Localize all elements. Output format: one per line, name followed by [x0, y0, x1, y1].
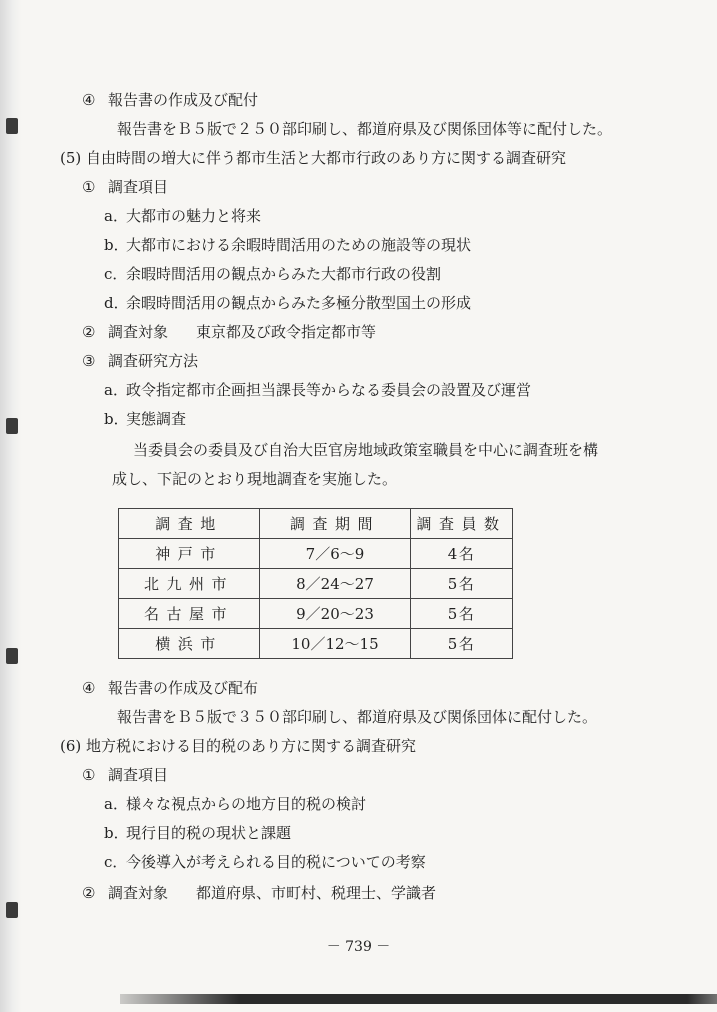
list-text: 実態調査	[126, 410, 187, 428]
list-text: 大都市の魅力と将来	[126, 207, 262, 225]
list-item	[104, 823, 291, 843]
column-header: 調査地	[119, 509, 260, 539]
subheading-text: 調査対象	[108, 323, 169, 341]
table-cell-location: 名古屋市	[119, 599, 260, 629]
column-header: 調査期間	[260, 509, 411, 539]
subheading-text: 調査項目	[108, 178, 169, 196]
heading-report-distribution	[82, 90, 258, 110]
table-header-row	[119, 509, 513, 539]
subheading-text: 調査研究方法	[108, 352, 199, 370]
paragraph: 当委員会の委員及び自治大臣官房地域政策室職員を中心に調査班を構	[133, 441, 599, 459]
heading-text: 報告書の作成及び配布	[108, 679, 259, 697]
item-marker: ③	[82, 352, 96, 370]
table-row	[119, 599, 513, 629]
list-marker: b．	[104, 410, 129, 428]
item-marker: ①	[82, 178, 96, 196]
section-marker: (5)	[60, 149, 82, 167]
section-title: 自由時間の増大に伴う都市生活と大都市行政のあり方に関する調査研究	[86, 149, 567, 167]
item-marker: ②	[82, 884, 96, 902]
list-item	[104, 235, 471, 255]
binding-mark	[6, 118, 18, 134]
paragraph: 報告書をＢ５版で３５０部印刷し、都道府県及び関係団体に配付した。	[117, 708, 598, 726]
list-marker: a．	[104, 207, 128, 225]
list-marker: a．	[104, 795, 128, 813]
subheading-survey-items	[82, 765, 168, 785]
table-row	[119, 539, 513, 569]
binding-mark	[6, 648, 18, 664]
paragraph: 成し、下記のとおり現地調査を実施した。	[112, 470, 398, 488]
list-item	[104, 206, 261, 226]
target-value: 東京都及び政令指定都市等	[196, 323, 377, 341]
item-marker: ②	[82, 323, 96, 341]
list-marker: c．	[104, 265, 128, 283]
binding-mark	[6, 902, 18, 918]
list-text: 今後導入が考えられる目的税についての考察	[126, 853, 426, 871]
section-marker: (6)	[60, 737, 82, 755]
list-text: 現行目的税の現状と課題	[126, 824, 292, 842]
list-marker: d．	[104, 294, 129, 312]
scan-shadow-edge	[0, 0, 22, 1012]
table-cell-period: 9／20～23	[260, 599, 411, 629]
table-cell-location: 横浜市	[119, 629, 260, 659]
list-marker: b．	[104, 824, 129, 842]
table-cell-location: 北九州市	[119, 569, 260, 599]
list-marker: b．	[104, 236, 129, 254]
table-cell-count: 5名	[411, 569, 513, 599]
table-row	[119, 629, 513, 659]
item-marker: ④	[82, 91, 96, 109]
table-row	[119, 569, 513, 599]
subheading-text: 調査対象	[108, 884, 169, 902]
target-value: 都道府県、市町村、税理士、学識者	[196, 884, 437, 902]
list-item	[104, 794, 366, 814]
table-cell-period: 10／12～15	[260, 629, 411, 659]
list-marker: a．	[104, 381, 128, 399]
list-text: 余暇時間活用の観点からみた大都市行政の役割	[126, 265, 442, 283]
section-heading-6	[60, 736, 416, 756]
heading-report-distribution	[82, 678, 258, 698]
paragraph: 報告書をＢ５版で２５０部印刷し、都道府県及び関係団体等に配付した。	[117, 120, 613, 138]
list-text: 大都市における余暇時間活用のための施設等の現状	[126, 236, 472, 254]
subheading-survey-target	[82, 322, 376, 342]
table-cell-count: 4名	[411, 539, 513, 569]
subheading-survey-target	[82, 883, 436, 903]
item-marker: ④	[82, 679, 96, 697]
survey-schedule-table	[118, 508, 513, 659]
page-number: － 739 －	[326, 939, 391, 955]
item-marker: ①	[82, 766, 96, 784]
table-cell-period: 8／24～27	[260, 569, 411, 599]
table-cell-count: 5名	[411, 629, 513, 659]
column-header: 調査員数	[411, 509, 513, 539]
table-cell-count: 5名	[411, 599, 513, 629]
table-cell-location: 神戸市	[119, 539, 260, 569]
list-item	[104, 293, 471, 313]
subheading-text: 調査項目	[108, 766, 169, 784]
list-text: 政令指定都市企画担当課長等からなる委員会の設置及び運営	[126, 381, 532, 399]
subheading-survey-items	[82, 177, 168, 197]
list-item	[104, 409, 186, 429]
subheading-survey-method	[82, 351, 198, 371]
list-marker: c．	[104, 853, 128, 871]
binding-mark	[6, 418, 18, 434]
list-item	[104, 852, 426, 872]
list-text: 余暇時間活用の観点からみた多極分散型国土の形成	[126, 294, 472, 312]
heading-text: 報告書の作成及び配付	[108, 91, 259, 109]
list-text: 様々な視点からの地方目的税の検討	[126, 795, 367, 813]
list-item	[104, 264, 441, 284]
list-item	[104, 380, 531, 400]
section-heading-5	[60, 148, 566, 168]
table-cell-period: 7／6～9	[260, 539, 411, 569]
section-title: 地方税における目的税のあり方に関する調査研究	[86, 737, 417, 755]
scan-bottom-edge	[120, 994, 717, 1004]
